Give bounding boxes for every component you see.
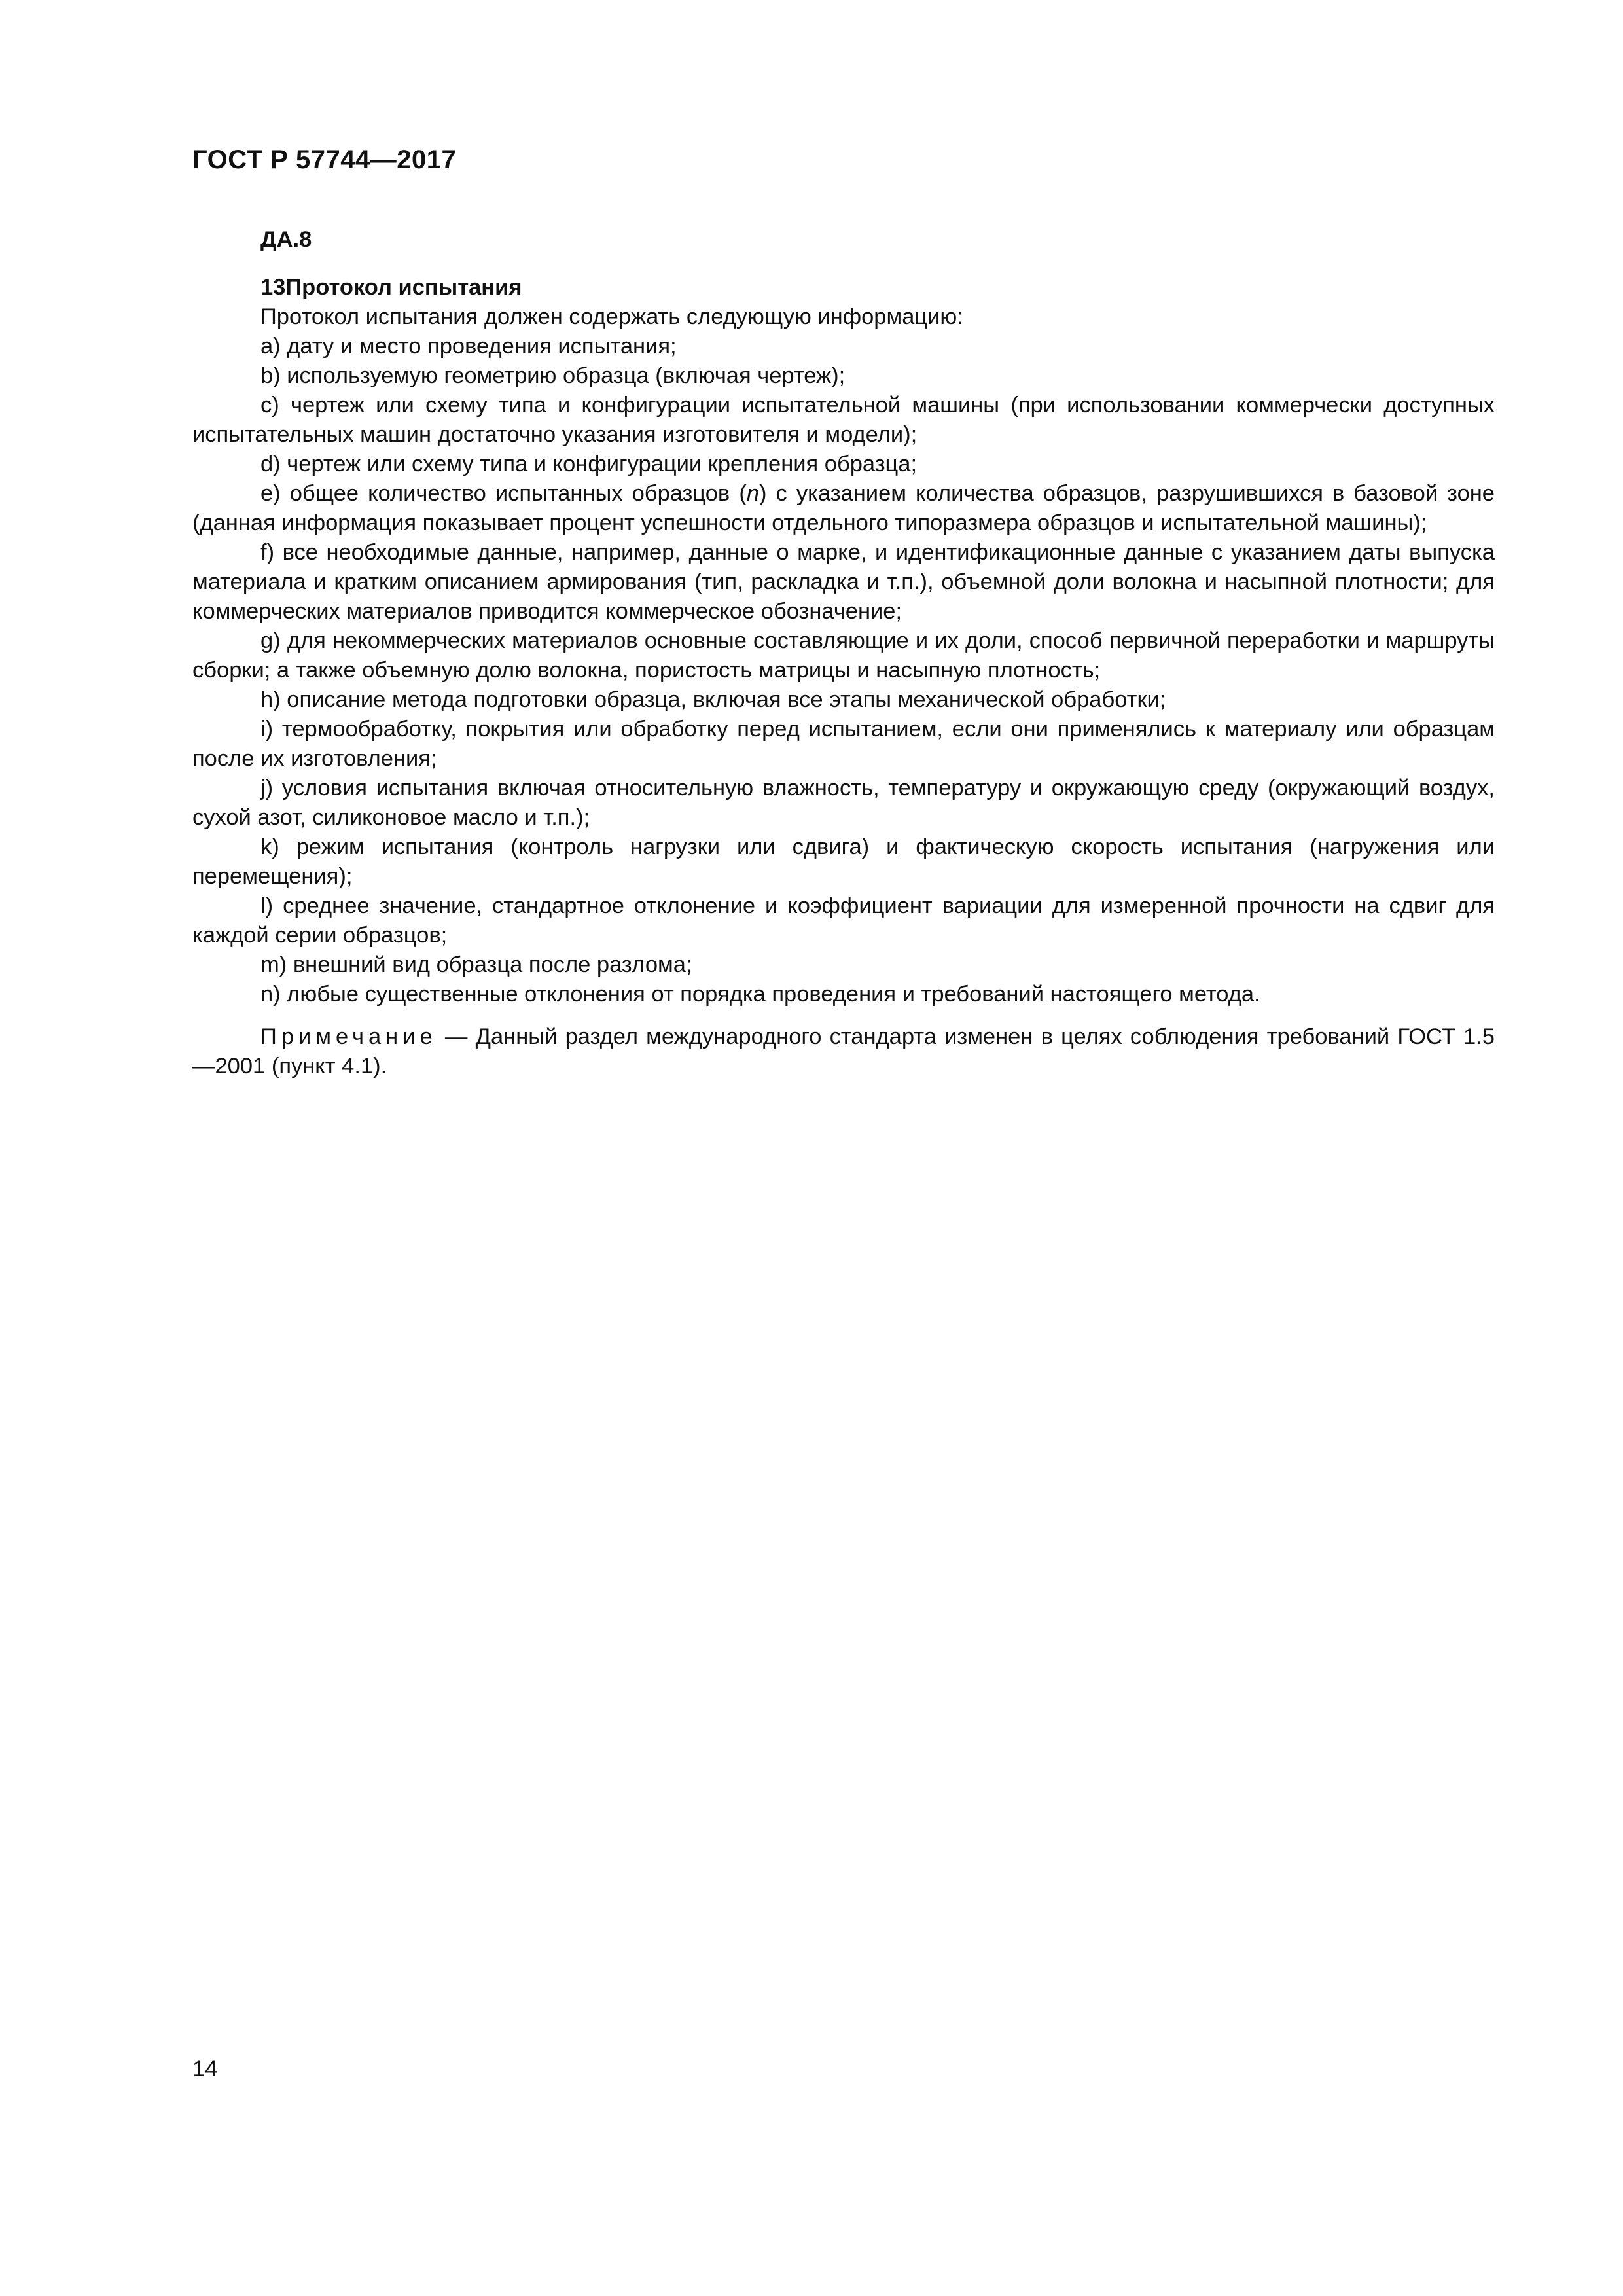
list-item-d (192, 450, 1495, 479)
note-text: — Данный раздел международного стандарта изменен в целях соблюдения требований ГОСТ 1.5—2001 (пункт 4.1). (192, 1024, 1495, 1079)
item-text: чертеж или схему типа и конфигурации крепления образца; (287, 452, 918, 476)
item-text: внешний вид образца после разлома; (293, 952, 692, 977)
item-marker: b) (260, 363, 281, 388)
list-item-g (192, 626, 1495, 685)
item-marker: m) (260, 952, 287, 977)
page-number: 14 (192, 2056, 218, 2081)
item-marker: a) (260, 334, 281, 359)
list-item-f (192, 538, 1495, 626)
item-marker: k) (260, 834, 279, 859)
intro-paragraph: Протокол испытания должен содержать следующую информацию: (260, 304, 963, 329)
list-item-e (192, 479, 1495, 538)
document-header: ГОСТ Р 57744—2017 (192, 145, 457, 174)
item-marker: c) (260, 393, 279, 418)
section-title: 13Протокол испытания (260, 275, 522, 300)
item-marker: j) (260, 776, 274, 800)
item-text: любые существенные отклонения от порядка проведения и требований настоящего метода. (287, 982, 1260, 1007)
item-marker: l) (260, 893, 274, 918)
document-body (192, 225, 1495, 1081)
item-text-before: общее количество испытанных образцов ( (289, 481, 747, 506)
item-marker: f) (260, 540, 275, 565)
note-label: Примечание (260, 1024, 437, 1049)
list-item-b (192, 361, 1495, 391)
item-text: для некоммерческих материалов основные составляющие и их доли, способ первичной переработки и маршруты сборки; а также объемную долю волокна, пористость матрицы и насыпную плотность; (192, 628, 1495, 683)
list-item-j (192, 774, 1495, 833)
list-item-n (192, 980, 1495, 1009)
list-item-k (192, 833, 1495, 891)
item-marker: g) (260, 628, 281, 653)
note-paragraph (192, 1022, 1495, 1081)
item-text: используемую геометрию образца (включая чертеж); (287, 363, 846, 388)
item-marker: n) (260, 982, 281, 1007)
list-item-h (192, 685, 1495, 715)
item-marker: i) (260, 717, 274, 742)
item-text: термообработку, покрытия или обработку перед испытанием, если они применялись к материалу или образцам после их изготовления; (192, 717, 1495, 771)
item-text: описание метода подготовки образца, включая все этапы механической обработки; (287, 687, 1166, 712)
list-item-i (192, 715, 1495, 774)
item-text: чертеж или схему типа и конфигурации испытательной машины (при использовании коммерчески доступных испытательных машин достаточно указания изготовителя и модели); (192, 393, 1495, 447)
item-text: все необходимые данные, например, данные о марке, и идентификационные данные с указанием даты выпуска материала и кратким описанием армирования (тип, раскладка и т.п.), объемной доли волокна и насыпной плотности; для коммерческих материалов приводится коммерческое обозначение; (192, 540, 1495, 624)
list-item-a (192, 332, 1495, 361)
item-text: условия испытания включая относительную влажность, температуру и окружающую среду (окружающий воздух, сухой азот, силиконовое масло и т.п.); (192, 776, 1495, 830)
list-item-c (192, 391, 1495, 450)
item-text-after: ) с указанием количества образцов, разрушившихся в базовой зоне (данная информация показывает процент успешности отдельного типоразмера образцов и испытательной машины); (192, 481, 1495, 535)
italic-variable: n (746, 481, 759, 506)
item-text: режим испытания (контроль нагрузки или сдвига) и фактическую скорость испытания (нагружения или перемещения); (192, 834, 1495, 889)
subsection-number: ДА.8 (260, 227, 312, 252)
list-item-m (192, 950, 1495, 980)
item-text: среднее значение, стандартное отклонение и коэффициент вариации для измеренной прочности на сдвиг для каждой серии образцов; (192, 893, 1495, 948)
item-text: дату и место проведения испытания; (287, 334, 677, 359)
item-marker: h) (260, 687, 281, 712)
item-marker: e) (260, 481, 281, 506)
list-item-l (192, 891, 1495, 950)
item-marker: d) (260, 452, 281, 476)
